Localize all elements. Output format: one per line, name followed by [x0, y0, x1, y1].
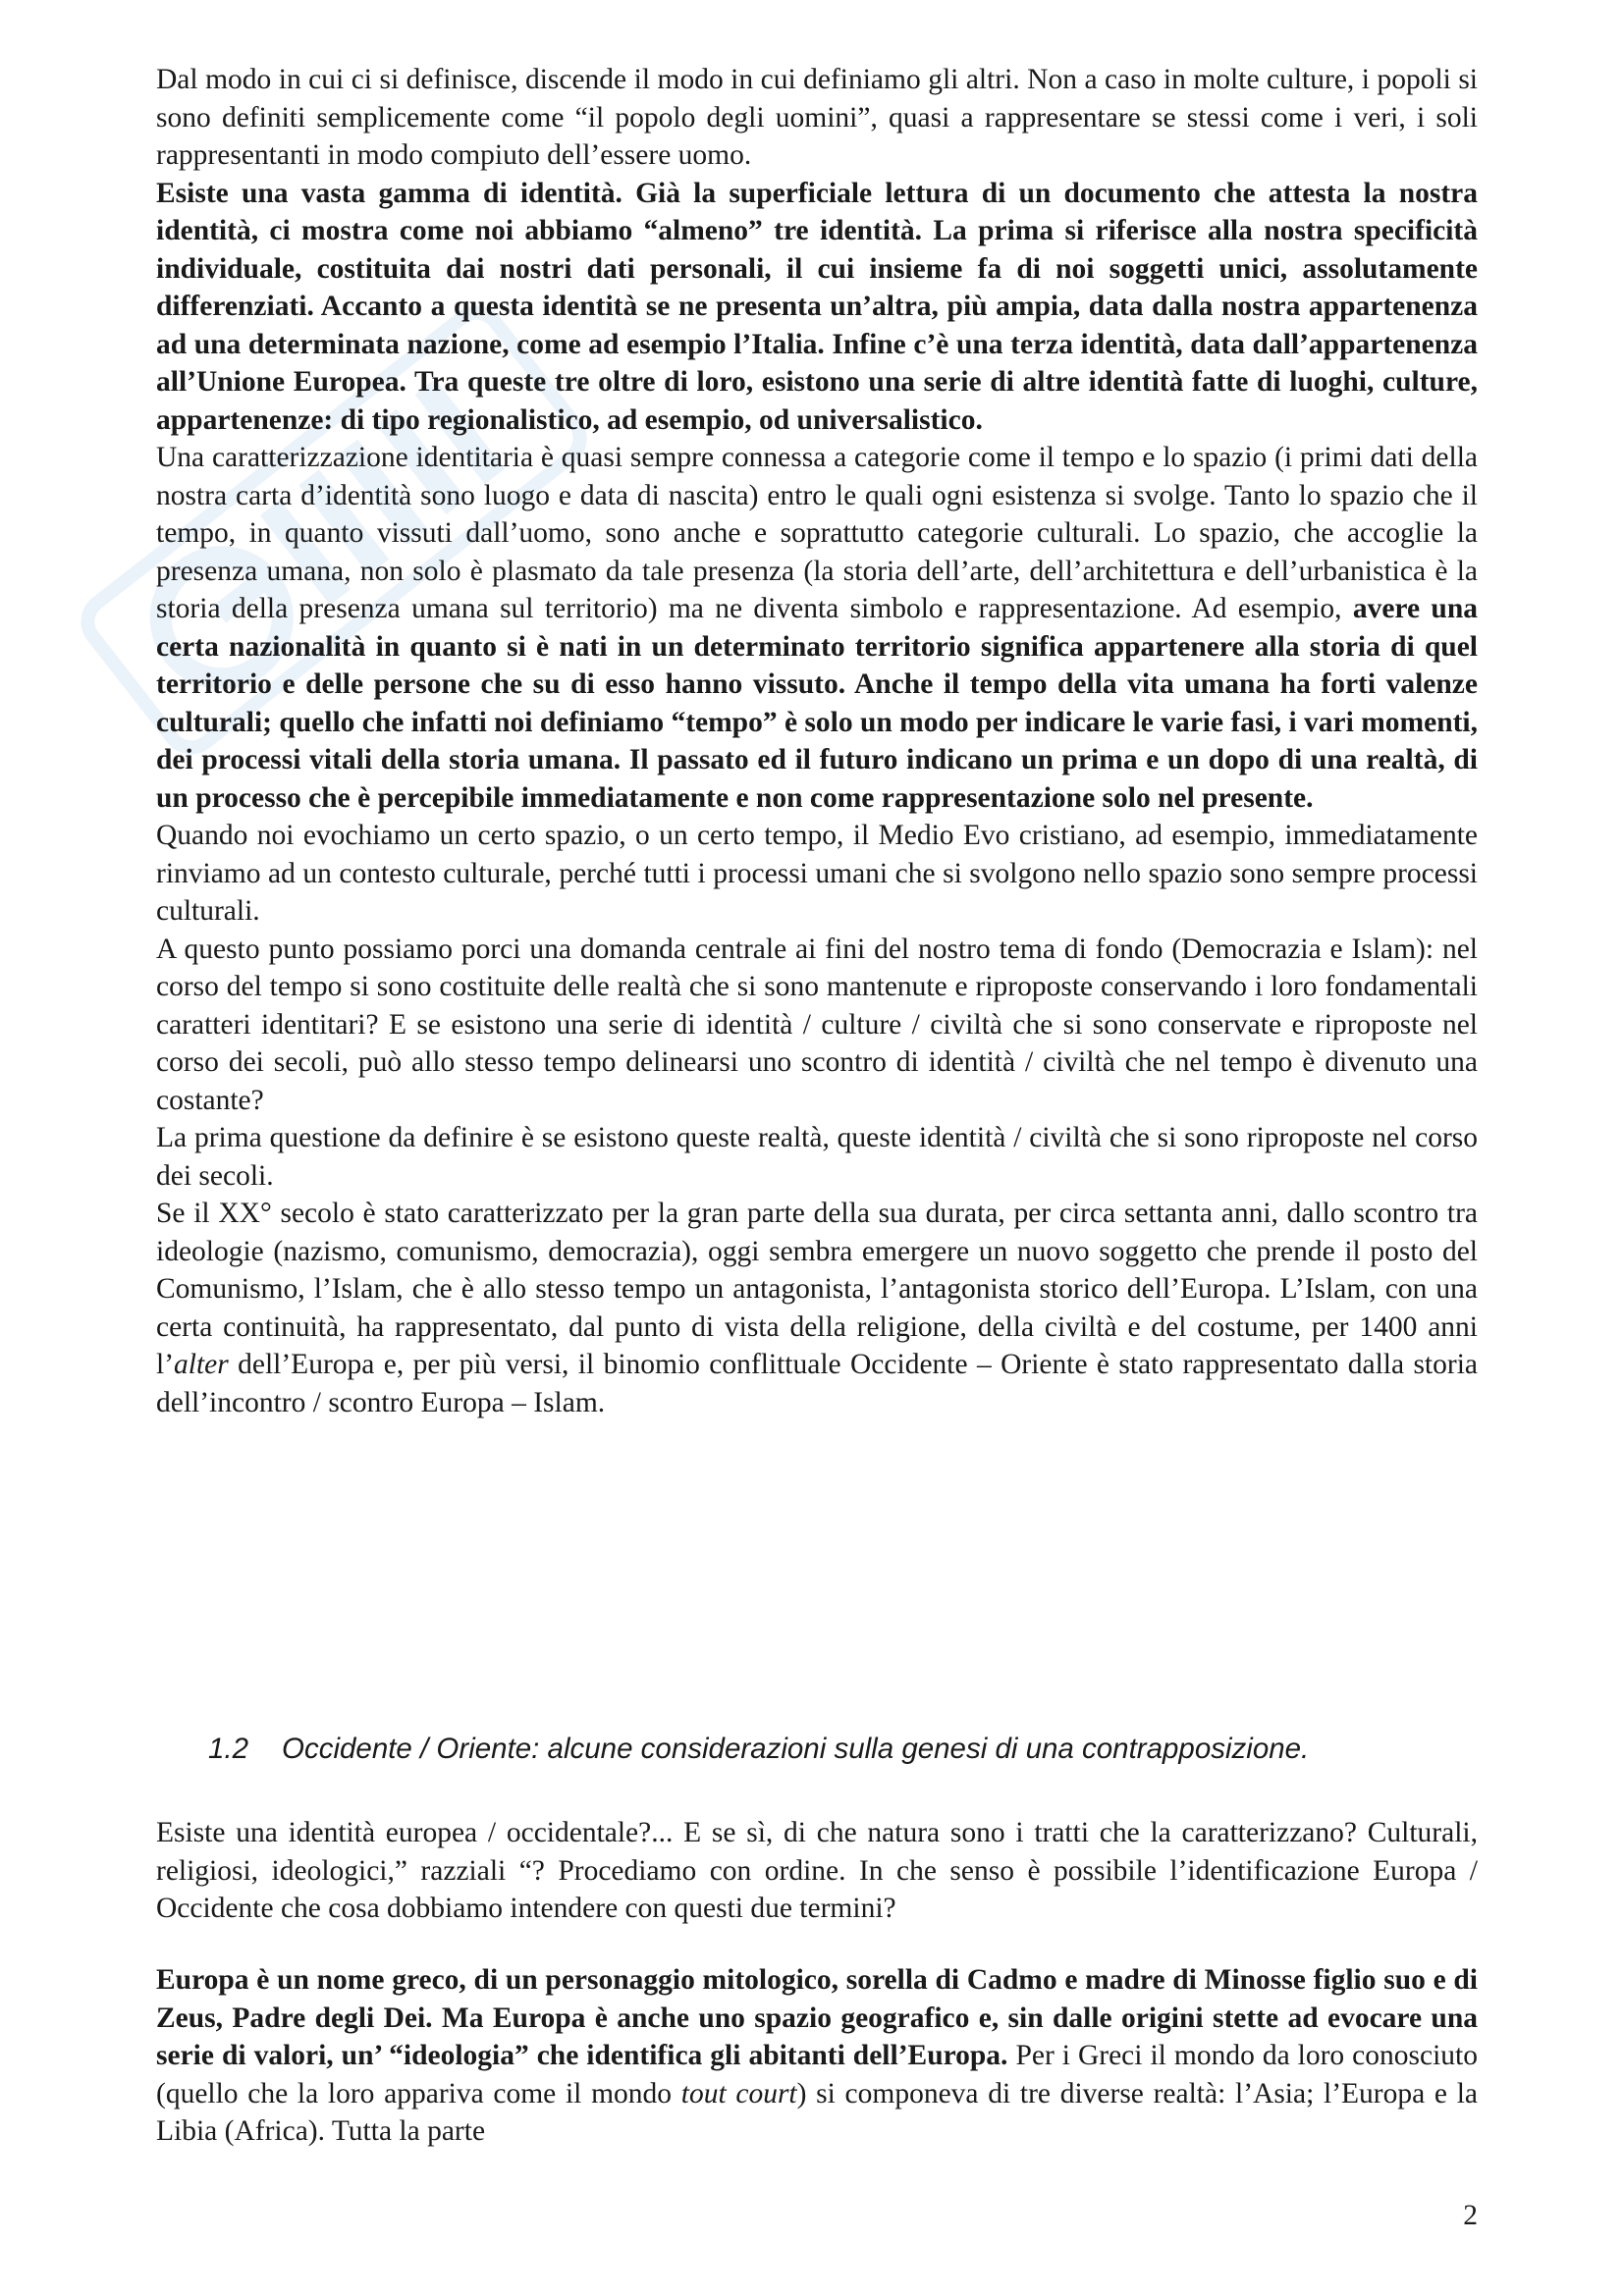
paragraph-text: dell’Europa e, per più versi, il binomio conflittuale Occidente – Oriente è stato rappresentato dalla storia dell’incontro / scontro Europa – Islam.: [156, 1349, 1478, 1418]
paragraph: [156, 1119, 1478, 1195]
paragraph-text: Per i Greci il mondo da loro conosciuto (quello che la loro appariva come il mondo: [156, 2040, 1478, 2109]
paragraph-text: A questo punto possiamo porci una domanda centrale ai fini del nostro tema di fondo (Democrazia e Islam): nel corso del tempo si sono costituite delle realtà che si sono mantenute e riproposte conservando i loro fondamentali caratteri identitari? E se esistono una serie di identità / culture / civiltà che si sono conservate e riproposte nel corso dei secoli, può allo stesso tempo delinearsi uno scontro di identità / civiltà che nel tempo è divenuto una costante?: [156, 933, 1478, 1116]
paragraph: [156, 1961, 1478, 2151]
paragraph: [156, 931, 1478, 1120]
paragraph-text: Se il XX° secolo è stato caratterizzato per la gran parte della sua durata, per circa settanta anni, dallo scontro tra ideologie (nazismo, comunismo, democrazia), oggi sembra emergere un nuovo soggetto che prende il posto del Comunismo, l’Islam, che è allo stesso tempo un antagonista, l’antagonista storico dell’Europa. L’Islam, con una certa continuità, ha rappresentato, dal punto di vista della religione, della civiltà e del costume, per 1400 anni l’: [156, 1198, 1478, 1380]
section-title: Occidente / Oriente: alcune considerazioni sulla genesi di una contrapposizione.: [282, 1733, 1310, 1765]
paragraph: [156, 1195, 1478, 1421]
section-heading: [208, 1730, 1485, 1769]
paragraph-text: Quando noi evochiamo un certo spazio, o un certo tempo, il Medio Evo cristiano, ad esempio, immediatamente rinviamo ad un contesto culturale, perché tutti i processi umani che si svolgono nello spazio sono sempre processi culturali.: [156, 820, 1478, 927]
section-intro-text: [156, 1814, 1478, 1928]
paragraph: [156, 817, 1478, 931]
body-text-block: [156, 61, 1478, 1421]
paragraph-text: La prima questione da definire è se esistono queste realtà, queste identità / civiltà che si sono riproposte nel corso dei secoli.: [156, 1122, 1478, 1192]
italic-text: tout court: [680, 2077, 797, 2109]
paragraph: [156, 439, 1478, 817]
bold-text: Esiste una vasta gamma di identità. Già la superficiale lettura di un documento che attesta la nostra identità, ci mostra come noi abbiamo “almeno” tre identità. La prima si riferisce alla nostra specificità individuale, costituita dai nostri dati personali, il cui insieme fa di noi soggetti unici, assolutamente differenziati. Accanto a questa identità se ne presenta un’altra, più ampia, data dalla nostra appartenenza ad una determinata nazione, come ad esempio l’Italia. Infine c’è una terza identità, data dall’appartenenza all’Unione Europea. Tra queste tre oltre di loro, esistono una serie di altre identità fatte di luoghi, culture, appartenenze: di tipo regionalistico, ad esempio, od universalistico.: [156, 177, 1478, 436]
paragraph-text: Una caratterizzazione identitaria è quasi sempre connessa a categorie come il tempo e lo spazio (i primi dati della nostra carta d’identità sono luogo e data di nascita) entro le quali ogni esistenza si svolge. Tanto lo spazio che il tempo, in quanto vissuti dall’uomo, sono anche e soprattutto categorie culturali. Lo spazio, che accoglie la presenza umana, non solo è plasmato da tale presenza (la storia dell’arte, dell’architettura e dell’urbanistica è la storia della presenza umana sul territorio) ma ne diventa simbolo e rappresentazione. Ad esempio,: [156, 442, 1478, 624]
paragraph: [156, 1814, 1478, 1928]
bold-text: Europa è un nome greco, di un personaggio mitologico, sorella di Cadmo e madre di Minosse figlio suo e di Zeus, Padre degli Dei. Ma Europa è anche uno spazio geografico e, sin dalle origini stette ad evocare una serie di valori, un’ “ideologia” che identifica gli abitanti dell’Europa.: [156, 1964, 1478, 2071]
paragraph-text: ) si componeva di tre diverse realtà: l’Asia; l’Europa e la Libia (Africa). Tutta la parte: [156, 2077, 1479, 2147]
page-number: 2: [1463, 2200, 1478, 2231]
section-number: 1.2: [208, 1733, 249, 1765]
paragraph: [156, 175, 1478, 440]
paragraph-text: Dal modo in cui ci si definisce, discende il modo in cui definiamo gli altri. Non a caso in molte culture, i popoli si sono definiti semplicemente come “il popolo degli uomini”, quasi a rappresentare se stessi come i veri, i soli rappresentanti in modo compiuto dell’essere uomo.: [156, 64, 1478, 171]
paragraph-text: Esiste una identità europea / occidentale?... E se sì, di che natura sono i tratti che la caratterizzano? Culturali, religiosi, ideologici,” razziali “? Procediamo con ordine. In che senso è possibile l’identificazione Europa / Occidente che cosa dobbiamo intendere con questi due termini?: [156, 1817, 1478, 1924]
italic-text: alter: [174, 1349, 229, 1380]
section-body-text: [156, 1961, 1478, 2151]
paragraph: [156, 61, 1478, 175]
bold-text: avere una certa nazionalità in quanto si è nati in un determinato territorio significa appartenere alla storia di quel territorio e delle persone che su di esso hanno vissuto. Anche il tempo della vita umana ha forti valenze culturali; quello che infatti noi definiamo “tempo” è solo un modo per indicare le varie fasi, i vari momenti, dei processi vitali della storia umana. Il passato ed il futuro indicano un prima e un dopo di una realtà, di un processo che è percepibile immediatamente e non come rappresentazione solo nel presente.: [156, 593, 1478, 814]
